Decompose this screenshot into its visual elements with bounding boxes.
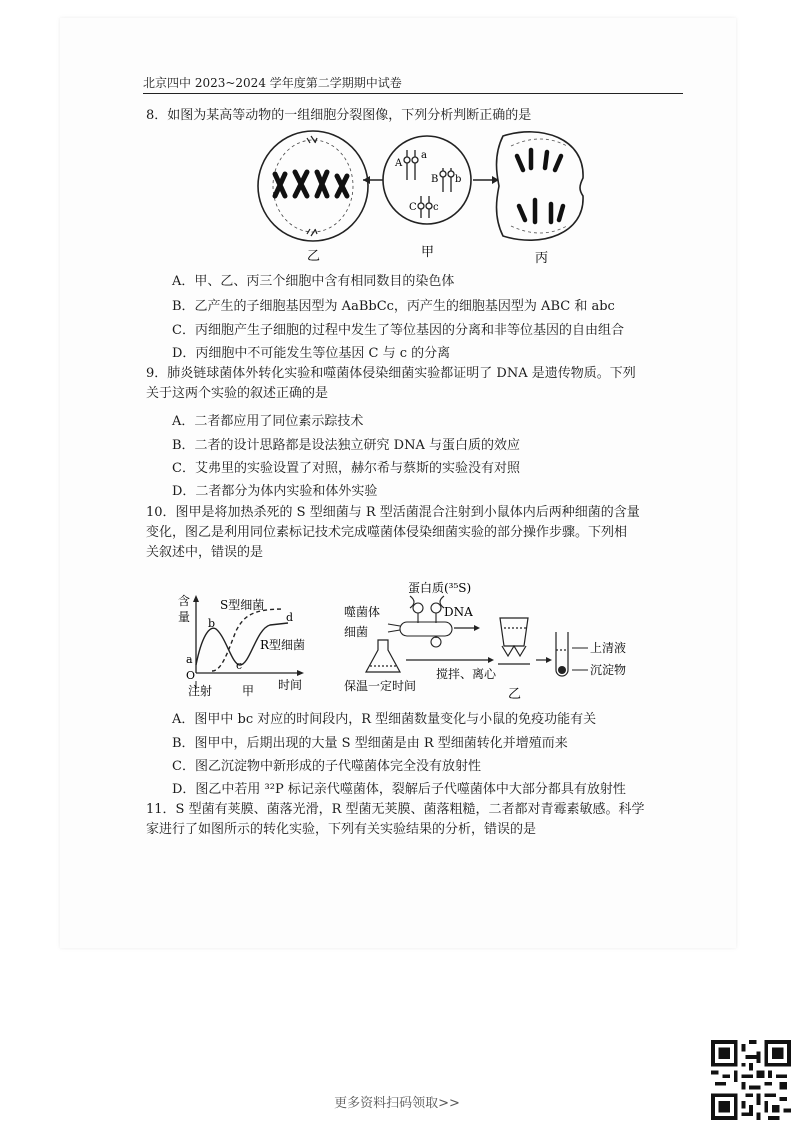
q11-stem — [146, 800, 645, 840]
cell-bing — [497, 132, 584, 240]
cell-yi-label: 乙 — [307, 249, 321, 264]
graph-point-c: c — [236, 659, 243, 672]
q10-stem-line2: 变化，图乙是利用同位素标记技术完成噬菌体侵染细菌实验的部分操作步骤。下列相 — [146, 525, 628, 540]
diagram-protein: 蛋白质(³⁵S) — [408, 581, 472, 595]
diagram-name: 乙 — [508, 687, 522, 702]
diagram-dna: DNA — [444, 605, 473, 619]
graph-jia — [172, 585, 322, 700]
cell-jia — [383, 136, 471, 224]
allele-C: C — [409, 202, 417, 213]
q11-stem-line2: 家进行了如图所示的转化实验，下列有关实验结果的分析，错误的是 — [146, 822, 537, 837]
q8-option-c: C．丙细胞产生子细胞的过程中发生了等位基因的分离和非等位基因的自由组合 — [172, 323, 624, 338]
graph-name: 甲 — [242, 684, 255, 698]
q8-option-a: A．甲、乙、丙三个细胞中含有相同数目的染色体 — [172, 274, 455, 289]
q9-stem-line2: 关于这两个实验的叙述正确的是 — [146, 386, 329, 401]
allele-a: a — [421, 150, 427, 161]
q11-stem-line1: 11．S 型菌有荚膜、菌落光滑，R 型菌无荚膜、菌落粗糙，二者都对青霉素敏感。科学 — [146, 802, 645, 817]
q10-stem-line1: 10．图甲是将加热杀死的 S 型细菌与 R 型活菌混合注射到小鼠体内后两种细菌的含量 — [146, 505, 640, 520]
diagram-phage: 噬菌体 — [344, 605, 381, 619]
q9-option-d: D．二者都分为体内实验和体外实验 — [172, 484, 378, 499]
q8-option-b: B．乙产生的子细胞基因型为 AaBbCc，丙产生的细胞基因型为 ABC 和 abc — [172, 299, 615, 314]
allele-b: b — [455, 174, 462, 185]
graph-ylabel-2: 量 — [178, 610, 191, 624]
graph-point-b: b — [208, 617, 216, 630]
q9-stem-line1: 9．肺炎链球菌体外转化实验和噬菌体侵染细菌实验都证明了 DNA 是遗传物质。下列 — [146, 366, 636, 381]
graph-inject: 注射 — [188, 684, 213, 698]
allele-c: c — [433, 202, 439, 213]
graph-ylabel-1: 含 — [178, 594, 191, 608]
q9-option-b: B．二者的设计思路都是设法独立研究 DNA 与蛋白质的效应 — [172, 438, 521, 453]
cell-bing-label: 丙 — [535, 251, 549, 266]
q9-option-a: A．二者都应用了同位素示踪技术 — [172, 414, 364, 429]
diagram-incubate: 保温一定时间 — [344, 679, 417, 693]
allele-B: B — [431, 174, 439, 185]
q10-stem-line3: 关叙述中，错误的是 — [146, 545, 264, 560]
graph-xlabel: 时间 — [278, 678, 303, 692]
q10-option-b: B．图甲中，后期出现的大量 S 型细菌是由 R 型细菌转化并增殖而来 — [172, 736, 568, 751]
diagram-bacteria: 细菌 — [344, 625, 369, 639]
cell-jia-label: 甲 — [421, 245, 435, 260]
diagram-yi — [340, 578, 640, 703]
q10-stem — [146, 503, 640, 563]
allele-A: A — [395, 158, 403, 169]
q8-option-d: D．丙细胞中不可能发生等位基因 C 与 c 的分离 — [172, 346, 451, 361]
footer-scan-prompt[interactable]: 更多资料扫码领取>> — [334, 1096, 460, 1111]
graph-origin: O — [186, 669, 196, 682]
graph-s-label: S型细菌 — [220, 598, 265, 612]
diagram-centrifuge: 搅拌、离心 — [436, 667, 497, 681]
q8-cell-figure — [255, 128, 595, 268]
diagram-sediment: 沉淀物 — [590, 663, 627, 677]
diagram-supernatant: 上清液 — [590, 641, 627, 655]
q8-stem: 8．如图为某高等动物的一组细胞分裂图像，下列分析判断正确的是 — [146, 108, 532, 123]
graph-r-label: R型细菌 — [260, 638, 306, 652]
cell-yi — [258, 131, 368, 241]
q10-option-a: A．图甲中 bc 对应的时间段内，R 型细菌数量变化与小鼠的免疫功能有关 — [172, 712, 597, 727]
q9-option-c: C．艾弗里的实验设置了对照，赫尔希与蔡斯的实验没有对照 — [172, 461, 520, 476]
page-header: 北京四中 2023~2024 学年度第二学期期中试卷 — [143, 74, 683, 94]
q9-stem — [146, 364, 636, 404]
q10-option-c: C．图乙沉淀物中新形成的子代噬菌体完全没有放射性 — [172, 759, 481, 774]
graph-point-d: d — [286, 611, 294, 624]
q10-option-d: D．图乙中若用 ³²P 标记亲代噬菌体，裂解后子代噬菌体中大部分都具有放射性 — [172, 782, 626, 797]
graph-point-a: a — [186, 653, 193, 666]
